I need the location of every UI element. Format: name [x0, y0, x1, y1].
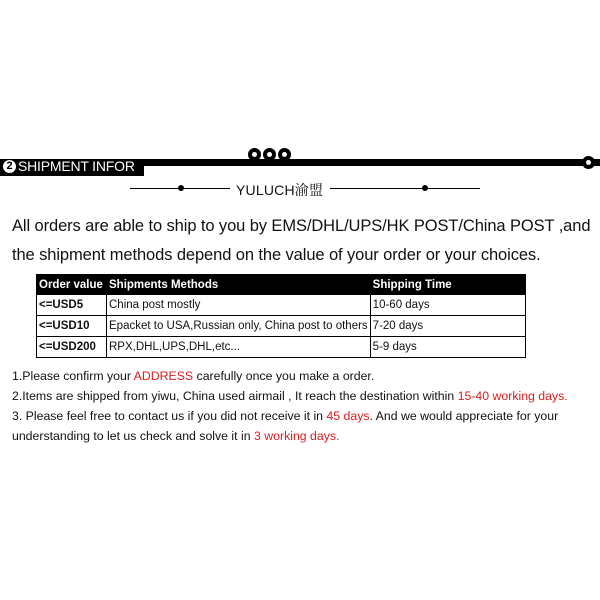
- divider-dot-left-icon: [178, 185, 184, 191]
- table-row: [37, 295, 526, 316]
- circle-end-icon: [582, 156, 595, 169]
- table-row: [37, 316, 526, 337]
- note-3-text: 3. Please feel free to contact us if you did not receive it in: [12, 409, 327, 423]
- note-2-highlight: 15-40 working days.: [457, 389, 568, 403]
- note-3-text-mid: . And we would appreciate for your understanding to let us check and solve it in: [12, 409, 559, 443]
- circles-decoration-icon: [248, 148, 291, 161]
- note-1-text-end: carefully once you make a order.: [193, 369, 375, 383]
- notes-block: [12, 366, 592, 446]
- note-2-text: 2.Items are shipped from yiwu, China used airmail , It reach the destination within: [12, 389, 458, 403]
- shipping-table: [36, 274, 526, 358]
- table-header-row: [37, 275, 526, 295]
- header-notch: [144, 166, 600, 177]
- divider-dot-right-icon: [422, 185, 428, 191]
- brand-name: YULUCH渝盟: [236, 182, 324, 198]
- header-order-value: Order value: [37, 275, 107, 295]
- order-value-cell: <=USD200: [37, 337, 107, 358]
- header-shipments-methods: Shipments Methods: [107, 275, 371, 295]
- intro-text: All orders are able to ship to you by EMS/DHL/UPS/HK POST/China POST ,and the shipment methods depend on the value of your order or your choices.: [12, 217, 591, 264]
- time-cell: 10-60 days: [370, 295, 525, 316]
- time-cell: 5-9 days: [370, 337, 525, 358]
- time-cell: 7-20 days: [370, 316, 525, 337]
- divider-line-right: [330, 188, 480, 189]
- note-1-text: 1.Please confirm your: [12, 369, 134, 383]
- section-number-badge: 2: [3, 160, 16, 173]
- order-value-cell: <=USD10: [37, 316, 107, 337]
- note-2: [12, 386, 592, 406]
- method-cell: RPX,DHL,UPS,DHL,etc...: [107, 337, 371, 358]
- method-cell: Epacket to USA,Russian only, China post to others: [107, 316, 371, 337]
- section-title: SHIPMENT INFOR: [18, 158, 135, 174]
- order-value-cell: <=USD5: [37, 295, 107, 316]
- note-1-highlight: ADDRESS: [133, 369, 194, 383]
- note-1: [12, 366, 592, 386]
- note-3-highlight-days: 45 days: [326, 409, 370, 423]
- table-row: [37, 337, 526, 358]
- note-3: [12, 406, 592, 446]
- note-3-highlight-working: 3 working days.: [254, 429, 340, 443]
- header-shipping-time: Shipping Time: [370, 275, 525, 295]
- method-cell: China post mostly: [107, 295, 371, 316]
